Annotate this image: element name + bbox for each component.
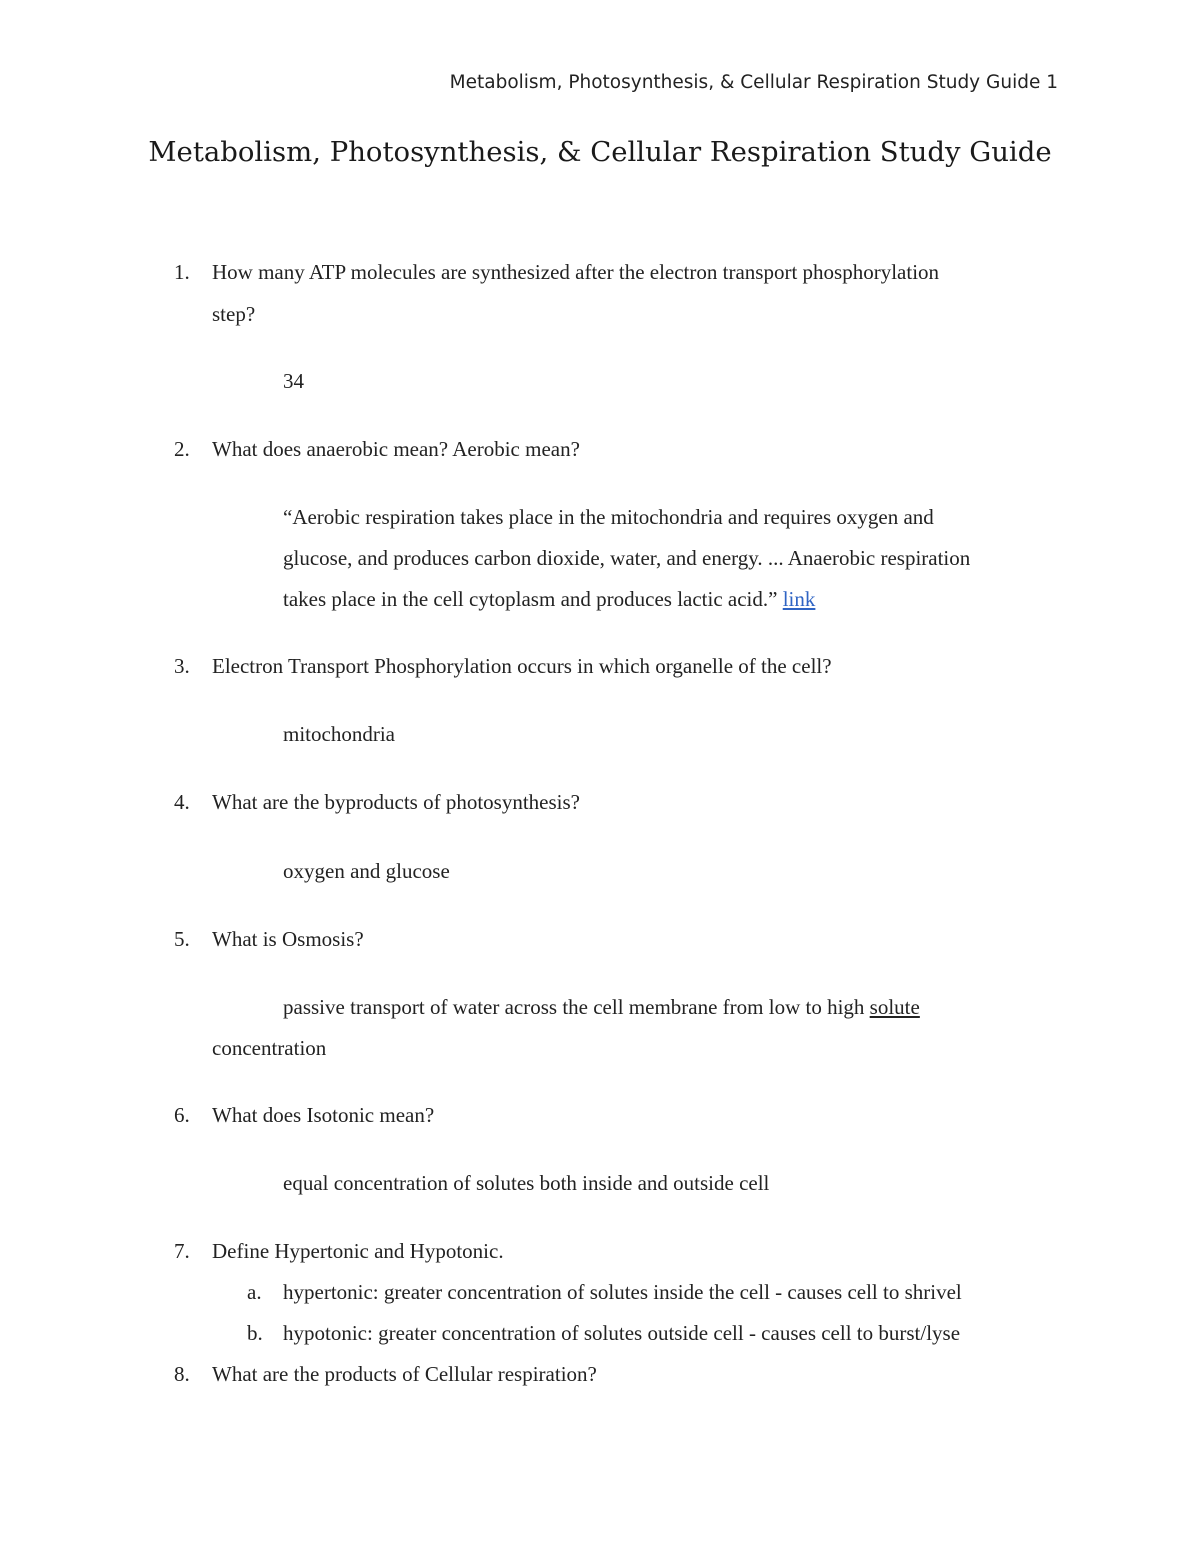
question-number: 1. bbox=[174, 260, 190, 284]
answer-text: passive transport of water across the cell membrane from low to high bbox=[283, 995, 870, 1019]
answer-text: takes place in the cell cytoplasm and produces lactic acid.” bbox=[283, 587, 778, 611]
underlined-term: solute bbox=[869, 995, 920, 1019]
question-text: What are the products of Cellular respiration? bbox=[212, 1362, 597, 1386]
document-title: Metabolism, Photosynthesis, & Cellular Respiration Study Guide bbox=[148, 136, 1052, 168]
sub-item-text: hypotonic: greater concentration of solutes outside cell - causes cell to burst/lyse bbox=[283, 1321, 961, 1345]
question-number: 8. bbox=[174, 1362, 190, 1386]
answer-text: oxygen and glucose bbox=[283, 859, 450, 883]
answer-line bbox=[283, 997, 920, 1018]
sub-item-text: hypertonic: greater concentration of solutes inside the cell - causes cell to shrivel bbox=[283, 1280, 962, 1304]
question-number: 5. bbox=[174, 927, 190, 951]
question-text: Electron Transport Phosphorylation occurs in which organelle of the cell? bbox=[212, 654, 832, 678]
question-text: step? bbox=[212, 302, 256, 326]
running-header: Metabolism, Photosynthesis, & Cellular Respiration Study Guide 1 bbox=[449, 72, 1058, 93]
answer-text: concentration bbox=[212, 1036, 327, 1060]
answer-text: mitochondria bbox=[283, 722, 395, 746]
question-number: 4. bbox=[174, 790, 190, 814]
question-number: 7. bbox=[174, 1239, 190, 1263]
question-text: What are the byproducts of photosynthesis? bbox=[212, 790, 580, 814]
question-number: 3. bbox=[174, 654, 190, 678]
answer-text: 34 bbox=[283, 369, 304, 393]
question-number: 6. bbox=[174, 1103, 190, 1127]
question-text: What does anaerobic mean? Aerobic mean? bbox=[212, 437, 580, 461]
answer-text: “Aerobic respiration takes place in the mitochondria and requires oxygen and bbox=[283, 505, 934, 529]
source-link[interactable]: link bbox=[782, 587, 816, 611]
question-text: How many ATP molecules are synthesized after the electron transport phosphorylation bbox=[212, 260, 940, 284]
sub-item-label: a. bbox=[247, 1280, 262, 1304]
question-text: Define Hypertonic and Hypotonic. bbox=[212, 1239, 504, 1263]
answer-text: equal concentration of solutes both inside and outside cell bbox=[283, 1171, 770, 1195]
answer-text: glucose, and produces carbon dioxide, water, and energy. ... Anaerobic respiration bbox=[283, 546, 971, 570]
sub-item-label: b. bbox=[247, 1321, 263, 1345]
question-text: What is Osmosis? bbox=[212, 927, 364, 951]
question-number: 2. bbox=[174, 437, 190, 461]
answer-line bbox=[283, 589, 815, 610]
question-text: What does Isotonic mean? bbox=[212, 1103, 435, 1127]
